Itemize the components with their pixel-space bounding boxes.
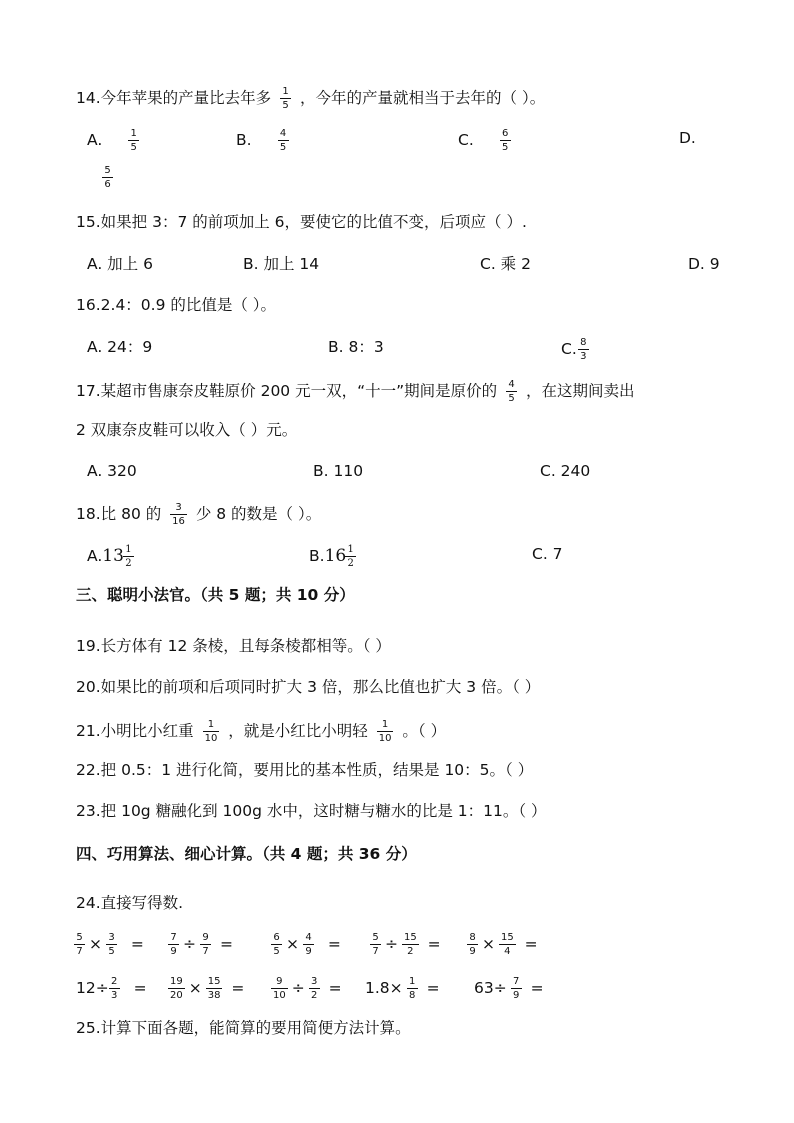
q18-option-b[interactable]: B.16 $\frac{1}{2}$ [309,544,356,569]
q15-option-d[interactable]: D. 9 [688,255,720,273]
q17-option-a[interactable]: A. 320 [87,462,137,480]
question-25: 25.计算下面各题，能简算的要用简便方法计算。 [76,1019,411,1037]
q14-option-d-label[interactable]: D. [679,129,696,147]
q16-option-a[interactable]: A. 24：9 [87,338,153,356]
q14-text-pre: 14.今年苹果的产量比去年多 [76,89,272,107]
calc-r1-2: $\frac{7}{9}$ ÷ $\frac{9}{7}$ = [164,932,233,957]
question-24-title: 24.直接写得数. [76,894,184,912]
question-15: 15.如果把 3：7 的前项加上 6，要使它的比值不变，后项应（ ）. [76,213,527,231]
calc-r2-3: $\frac{9}{10}$ ÷ $\frac{3}{2}$ = [273,976,342,1001]
q14-option-a[interactable]: A. $\frac{1}{5}$ [87,128,143,153]
q17-fraction: $\frac{4}{5}$ [507,379,516,404]
question-16: 16.2.4：0.9 的比值是（ ）。 [76,296,277,314]
calc-r1-3: $\frac{6}{5}$ × $\frac{4}{9}$ = [267,932,341,957]
calc-r2-4: 1.8× $\frac{1}{8}$ = [365,976,440,1001]
question-22: 22.把 0.5：1 进行化简，要用比的基本性质，结果是 10：5。（ ） [76,761,534,779]
q18-fraction: $\frac{3}{16}$ [172,502,185,527]
calc-r1-4: $\frac{5}{7}$ ÷ $\frac{15}{2}$ = [366,932,441,957]
question-21: 21.小明比小红重 $\frac{1}{10}$ ，就是小红比小明轻 $\frac{1}{10}$ 。（ ） [76,719,447,744]
q18-option-a[interactable]: A.13 $\frac{1}{2}$ [87,544,134,569]
section-4-heading: 四、巧用算法、细心计算。（共 4 题；共 36 分） [76,845,417,863]
question-18: 18.比 80 的 $\frac{3}{16}$ 少 8 的数是（ ）。 [76,502,322,527]
section-3-heading: 三、聪明小法官。（共 5 题；共 10 分） [76,586,355,604]
q17-option-c[interactable]: C. 240 [540,462,591,480]
calc-r1-1: $\frac{5}{7}$ × $\frac{3}{5}$ = [70,932,144,957]
question-17: 17.某超市售康奈皮鞋原价 200 元一双，“十一”期间是原价的 $\frac{4}{5}$ ，在这期间卖出 [76,379,635,404]
calc-r2-1: 12÷ $\frac{2}{3}$ = [76,976,147,1001]
q14-option-b[interactable]: B. $\frac{4}{5}$ [236,128,293,153]
question-19: 19.长方体有 12 条棱，且每条棱都相等。（ ） [76,637,391,655]
q15-option-c[interactable]: C. 乘 2 [480,255,531,273]
question-17-line2: 2 双康奈皮鞋可以收入（ ）元。 [76,421,298,439]
q16-option-c[interactable]: C. $\frac{8}{3}$ [561,337,593,362]
q14-option-c[interactable]: C. $\frac{6}{5}$ [458,128,515,153]
q16-option-b[interactable]: B. 8：3 [328,338,384,356]
q15-option-a[interactable]: A. 加上 6 [87,255,153,273]
q14-option-d-fraction: $\frac{5}{6}$ [98,165,117,190]
q18-option-c[interactable]: C. 7 [532,545,563,563]
q14-fraction: $\frac{1}{5}$ [281,86,290,111]
question-14 [76,86,545,111]
question-20: 20.如果比的前项和后项同时扩大 3 倍，那么比值也扩大 3 倍。（ ） [76,678,541,696]
question-23: 23.把 10g 糖融化到 100g 水中，这时糖与糖水的比是 1：11。（ ） [76,802,547,820]
calc-r2-2: $\frac{19}{20}$ × $\frac{15}{38}$ = [170,976,245,1001]
q17-option-b[interactable]: B. 110 [313,462,364,480]
q14-text-post: ，今年的产量就相当于去年的（ ）。 [300,89,546,107]
calc-r2-5: 63÷ $\frac{7}{9}$ = [474,976,544,1001]
calc-r1-5: $\frac{8}{9}$ × $\frac{15}{4}$ = [463,932,538,957]
q15-option-b[interactable]: B. 加上 14 [243,255,320,273]
